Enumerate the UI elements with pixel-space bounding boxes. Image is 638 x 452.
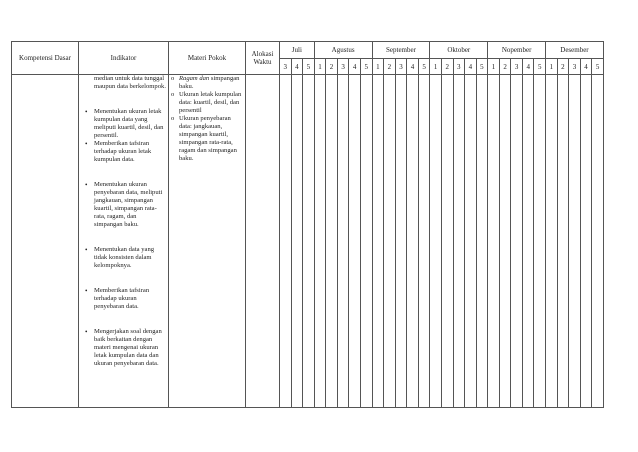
materi-item <box>171 115 243 163</box>
schedule-cell <box>430 75 442 408</box>
week-oktober-3: 3 <box>453 59 465 75</box>
schedule-cell <box>476 75 488 408</box>
schedule-cell <box>314 75 326 408</box>
header-alokasi-waktu: Alokasi Waktu <box>246 42 280 75</box>
week-agustus-5: 5 <box>360 59 372 75</box>
materi-item <box>171 91 243 115</box>
indikator-text: median untuk data tunggal maupun data berkelompok. <box>94 75 166 90</box>
schedule-cell <box>372 75 384 408</box>
circle-bullet-icon: o <box>171 75 175 82</box>
schedule-cell <box>592 75 604 408</box>
week-september-1: 1 <box>372 59 384 75</box>
schedule-cell <box>511 75 523 408</box>
week-september-5: 5 <box>418 59 430 75</box>
header-row-months <box>12 42 604 59</box>
schedule-cell <box>303 75 315 408</box>
schedule-cell <box>557 75 569 408</box>
indikator-item <box>85 140 166 164</box>
week-nopember-4: 4 <box>522 59 534 75</box>
schedule-cell <box>384 75 396 408</box>
schedule-cell <box>488 75 500 408</box>
month-nopember: Nopember <box>488 42 546 59</box>
schedule-cell <box>534 75 546 408</box>
schedule-cell <box>453 75 465 408</box>
materi-pokok-cell <box>169 75 246 408</box>
indikator-text: Menentukan ukuran penyebaran data, meliputi jangkauan, simpangan kuartil, simpangan rata-rata, ragam, dan simpangan baku. <box>94 181 163 228</box>
materi-text: simpangan baku. <box>179 75 240 90</box>
week-desember-5: 5 <box>592 59 604 75</box>
materi-item <box>171 75 243 91</box>
schedule-cell <box>337 75 349 408</box>
week-agustus-3: 3 <box>337 59 349 75</box>
week-agustus-1: 1 <box>314 59 326 75</box>
indikator-item <box>85 75 166 91</box>
schedule-cell <box>349 75 361 408</box>
indikator-item <box>85 328 166 368</box>
schedule-cell <box>465 75 477 408</box>
header-materi-pokok: Materi Pokok <box>169 42 246 75</box>
materi-italic-text: Ragam dan <box>179 75 210 82</box>
schedule-cell <box>418 75 430 408</box>
schedule-cell <box>580 75 592 408</box>
header-indikator: Indikator <box>79 42 169 75</box>
bullet-icon: • <box>85 108 88 116</box>
indikator-item <box>85 246 166 270</box>
week-agustus-4: 4 <box>349 59 361 75</box>
month-agustus: Agustus <box>314 42 372 59</box>
kompetensi-dasar-cell <box>12 75 79 408</box>
week-desember-4: 4 <box>580 59 592 75</box>
month-september: September <box>372 42 430 59</box>
circle-bullet-icon: o <box>171 91 175 98</box>
indikator-text: Memberikan tafsiran terhadap ukuran penyebaran data. <box>94 287 150 310</box>
week-oktober-1: 1 <box>430 59 442 75</box>
header-kompetensi-dasar: Kompetensi Dasar <box>12 42 79 75</box>
content-row <box>12 75 604 408</box>
schedule-cell <box>441 75 453 408</box>
week-juli-5: 5 <box>303 59 315 75</box>
week-oktober-2: 2 <box>441 59 453 75</box>
indikator-item <box>85 108 166 140</box>
month-juli: Juli <box>280 42 315 59</box>
schedule-cell <box>395 75 407 408</box>
schedule-cell <box>407 75 419 408</box>
bullet-icon: • <box>85 181 88 189</box>
month-desember: Desember <box>546 42 604 59</box>
materi-text: Ukuran letak kumpulan data: kuartil, desil, dan persentil <box>179 91 242 114</box>
week-desember-1: 1 <box>546 59 558 75</box>
schedule-cell <box>291 75 303 408</box>
materi-list <box>169 75 245 163</box>
week-september-2: 2 <box>384 59 396 75</box>
week-nopember-3: 3 <box>511 59 523 75</box>
bullet-icon: • <box>85 246 88 254</box>
week-juli-3: 3 <box>280 59 292 75</box>
schedule-cell <box>499 75 511 408</box>
bullet-icon: • <box>85 140 88 148</box>
schedule-cell <box>569 75 581 408</box>
week-nopember-1: 1 <box>488 59 500 75</box>
indikator-text: Memberikan tafsiran terhadap ukuran letak kumpulan data. <box>94 140 152 163</box>
indikator-list <box>79 75 168 368</box>
week-september-4: 4 <box>407 59 419 75</box>
week-juli-4: 4 <box>291 59 303 75</box>
week-desember-2: 2 <box>557 59 569 75</box>
week-nopember-5: 5 <box>534 59 546 75</box>
alokasi-waktu-cell <box>246 75 280 408</box>
bullet-icon: • <box>85 328 88 336</box>
materi-text: Ukuran penyebaran data: jangkauan, simpangan kuartil, simpangan rata-rata, ragam dan simpangan baku. <box>179 115 237 162</box>
bullet-icon: • <box>85 287 88 295</box>
circle-bullet-icon: o <box>171 115 175 122</box>
schedule-table <box>11 41 604 408</box>
indikator-text: Menentukan ukuran letak kumpulan data yang meliputi kuartil, desil, dan persentil. <box>94 108 164 139</box>
indikator-text: Mengerjakan soal dengan baik berkaitan dengan materi mengenai ukuran letak kumpulan data dan ukuran penyebaran data. <box>94 328 162 367</box>
indikator-cell <box>79 75 169 408</box>
week-agustus-2: 2 <box>326 59 338 75</box>
schedule-cell <box>360 75 372 408</box>
month-oktober: Oktober <box>430 42 488 59</box>
indikator-item <box>85 181 166 229</box>
schedule-cell <box>280 75 292 408</box>
indikator-item <box>85 287 166 311</box>
schedule-cell <box>326 75 338 408</box>
indikator-text: Menentukan data yang tidak konsisten dalam kelompoknya. <box>94 246 155 269</box>
schedule-cell <box>522 75 534 408</box>
week-september-3: 3 <box>395 59 407 75</box>
week-desember-3: 3 <box>569 59 581 75</box>
week-nopember-2: 2 <box>499 59 511 75</box>
week-oktober-4: 4 <box>465 59 477 75</box>
week-oktober-5: 5 <box>476 59 488 75</box>
schedule-cell <box>546 75 558 408</box>
